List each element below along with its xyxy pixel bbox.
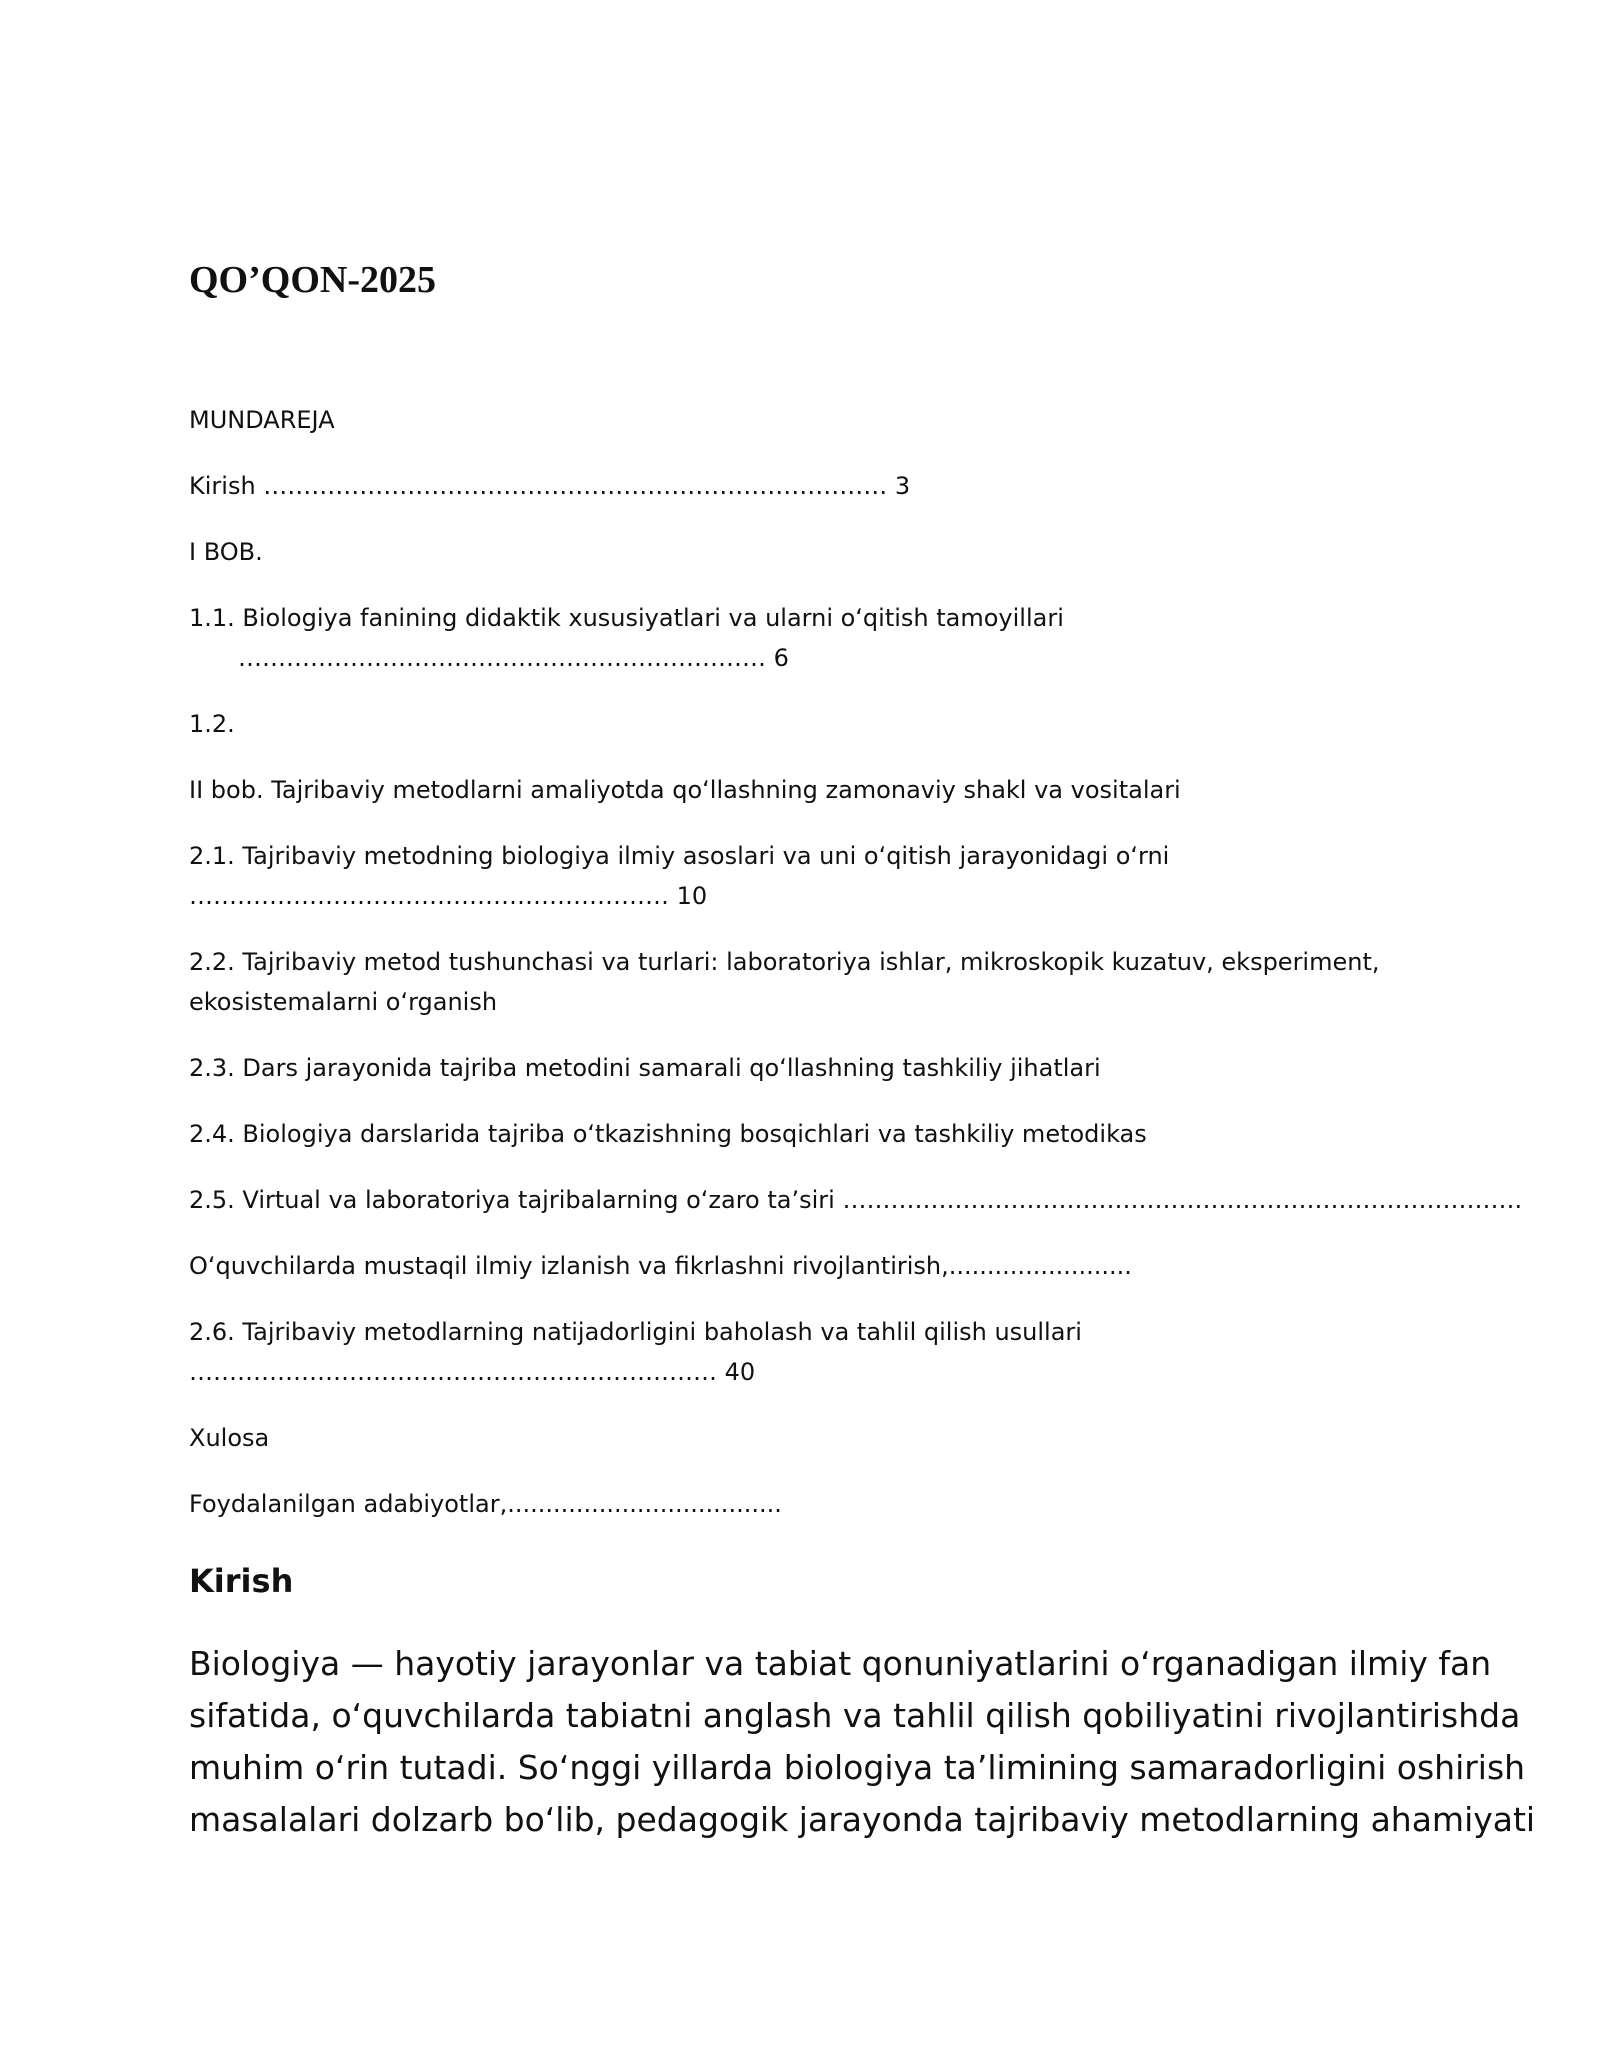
intro-line: sifatida, oʻquvchilarda tabiatni anglash va tahlil qilish qobiliyatini rivojlantirishda [189, 1696, 1521, 1735]
intro-paragraph [189, 1638, 1536, 1846]
toc-entry-1-1: 1.1. Biologiya fanining didaktik xususiyatlari va ularni oʻqitish tamoyillari [189, 604, 1064, 632]
toc-entry-references: Foydalanilgan adabiyotlar,.................................... [189, 1490, 782, 1518]
intro-heading: Kirish [189, 1562, 294, 1600]
toc-entry-chapter-2: II bob. Tajribaviy metodlarni amaliyotda qoʻllashning zamonaviy shakl va vositalari [189, 776, 1181, 804]
toc-entry-2-5: 2.5. Virtual va laboratoriya tajribalarning oʻzaro ta’siri …………………………………………………………………………. [189, 1186, 1523, 1214]
toc-entry-1-2: 1.2. [189, 710, 235, 738]
intro-line: masalalari dolzarb boʻlib, pedagogik jarayonda tajribaviy metodlarning ahamiyati [189, 1800, 1536, 1839]
toc-entry-independent-research: Oʻquvchilarda mustaqil ilmiy izlanish va fikrlashni rivojlantirish,........................ [189, 1252, 1132, 1280]
toc-entry-2-2: 2.2. Tajribaviy metod tushunchasi va turlari: laboratoriya ishlar, mikroskopik kuzatuv, eksperiment, [189, 948, 1380, 976]
toc-entry-2-2-cont: ekosistemalarni oʻrganish [189, 988, 498, 1016]
toc-entry-2-1-page: …………………………………………………… 10 [189, 882, 708, 910]
intro-line: Biologiya — hayotiy jarayonlar va tabiat qonuniyatlarini oʻrganadigan ilmiy fan [189, 1644, 1492, 1683]
toc-entry-xulosa: Xulosa [189, 1424, 270, 1452]
intro-line: muhim oʻrin tutadi. Soʻnggi yillarda biologiya ta’limining samaradorligini oshirish [189, 1748, 1526, 1787]
toc-entry-2-3: 2.3. Dars jarayonida tajriba metodini samarali qoʻllashning tashkiliy jihatlari [189, 1054, 1101, 1082]
toc-entry-2-4: 2.4. Biologiya darslarida tajriba oʻtkazishning bosqichlari va tashkiliy metodikas [189, 1120, 1147, 1148]
toc-entry-2-1: 2.1. Tajribaviy metodning biologiya ilmiy asoslari va uni oʻqitish jarayonidagi oʻrni [189, 842, 1170, 870]
toc-heading: MUNDAREJA [189, 406, 335, 434]
toc-entry-2-6-page: ………………………………………………………… 40 [189, 1358, 756, 1386]
toc-entry-1-1-page: ………………………………………………………… 6 [238, 644, 789, 672]
toc-entry-kirish: Kirish …………………………………………………………………… 3 [189, 472, 911, 500]
toc-entry-chapter-1: I BOB. [189, 538, 263, 566]
city-year-title: QO’QON-2025 [189, 259, 436, 301]
toc-entry-2-6: 2.6. Tajribaviy metodlarning natijadorligini baholash va tahlil qilish usullari [189, 1318, 1082, 1346]
